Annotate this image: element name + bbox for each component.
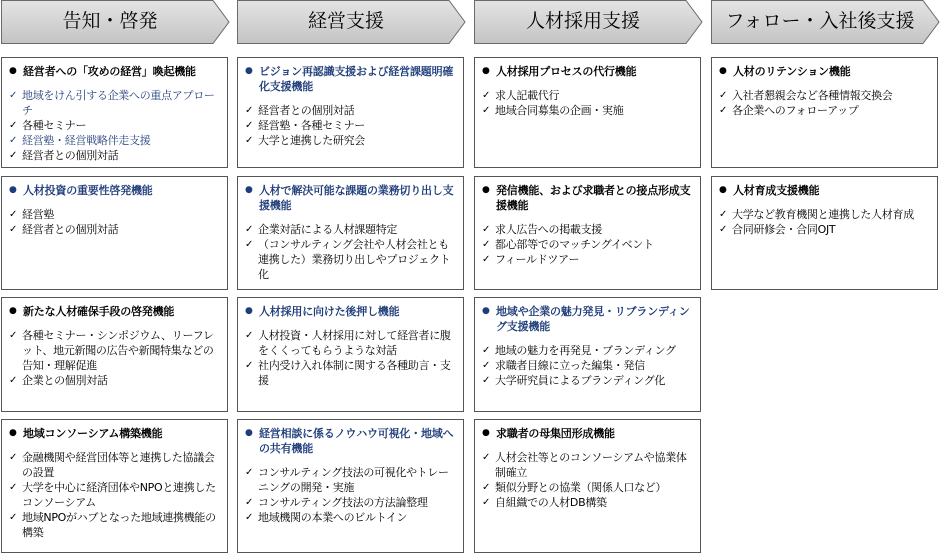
bullet-icon: ●: [482, 306, 490, 316]
list-item-text: 求人記載代行: [495, 89, 560, 102]
list-item: [9, 328, 221, 373]
list-item: [245, 465, 457, 495]
list-item: [482, 480, 694, 495]
list-item-text: 経営塾: [22, 208, 55, 221]
checkmark-icon: ✓: [482, 482, 491, 493]
checkmark-icon: ✓: [482, 345, 491, 356]
list-item-text: 各企業へのフォローアップ: [732, 104, 859, 117]
list-item: [719, 222, 931, 237]
list-item-text: 企業対話による人材課題特定: [258, 223, 398, 236]
checkmark-icon: ✓: [719, 224, 728, 235]
box-title: [9, 304, 221, 319]
list-item: [482, 103, 694, 118]
list-item: [719, 88, 931, 103]
bullet-icon: ●: [9, 306, 17, 316]
list-item: [482, 88, 694, 103]
box-title-text: 人材のリテンション機能: [733, 65, 851, 78]
list-item-text: 合同研修会・合同OJT: [732, 223, 836, 236]
box-title-text: 人材採用に向けた後押し機能: [259, 305, 400, 318]
box-title-text: 地域や企業の魅力発見・リブランディング支援機能: [496, 305, 690, 333]
function-box: [711, 57, 938, 168]
checkmark-icon: ✓: [245, 105, 254, 116]
bullet-icon: ●: [9, 428, 17, 438]
checkmark-icon: ✓: [9, 120, 18, 131]
function-box: [1, 176, 228, 290]
list-item: [245, 133, 457, 148]
list-item: [9, 118, 221, 133]
chevron-header: [1, 0, 230, 44]
list-item: [245, 222, 457, 237]
list-item: [482, 450, 694, 480]
box-title: [719, 64, 931, 79]
list-item: [9, 148, 221, 163]
box-title: [9, 426, 221, 441]
list-item-text: コンサルティング技法の可視化やトレーニングの開発・実施: [258, 466, 449, 494]
checkmark-icon: ✓: [482, 360, 491, 371]
box-title-text: 発信機能、および求職者との接点形成支援機能: [496, 184, 691, 212]
column-2: [237, 0, 466, 524]
list-item-text: 入社者懇親会など各種情報交換会: [732, 89, 893, 102]
list-item-text: 都心部等でのマッチングイベント: [495, 238, 654, 251]
list-item: [719, 103, 931, 118]
function-box: [237, 57, 464, 168]
function-box: [474, 297, 701, 412]
checkmark-icon: ✓: [719, 90, 728, 101]
box-title: [719, 183, 931, 198]
bullet-icon: ●: [482, 428, 490, 438]
checkmark-icon: ✓: [719, 105, 728, 116]
bullet-icon: ●: [719, 66, 727, 76]
column-4: [711, 0, 940, 236]
list-item-text: 地域をけん引する企業への重点アプローチ: [22, 89, 215, 117]
checkmark-icon: ✓: [245, 135, 254, 146]
box-title-text: 新たな人材確保手段の啓発機能: [23, 305, 175, 318]
list-item: [9, 222, 221, 237]
bullet-icon: ●: [482, 66, 490, 76]
list-item-text: （コンサルティング会社や人材会社とも連携した）業務切り出しやプロジェクト化: [258, 238, 451, 281]
function-box: [474, 57, 701, 168]
function-box: [474, 419, 701, 553]
column-3: [474, 0, 703, 509]
box-title-text: 人材投資の重要性啓発機能: [23, 184, 153, 197]
chevron-label: 経営支援: [307, 10, 384, 32]
column-1: [1, 0, 230, 539]
checkmark-icon: ✓: [9, 512, 18, 523]
list-item-text: 各種セミナー: [22, 119, 87, 132]
bullet-icon: ●: [245, 66, 253, 76]
checkmark-icon: ✓: [9, 224, 18, 235]
box-title-text: 人材採用プロセスの代行機能: [496, 65, 637, 78]
checkmark-icon: ✓: [9, 90, 18, 101]
list-item-text: 求人広告への掲載支援: [495, 223, 602, 236]
checkmark-icon: ✓: [482, 254, 491, 265]
list-item-text: 地域の魅力を再発見・ブランディング: [495, 344, 676, 357]
list-item: [482, 343, 694, 358]
function-box: [237, 419, 464, 553]
list-item: [482, 222, 694, 237]
list-item-text: 求職者目線に立った編集・発信: [495, 359, 645, 372]
checkmark-icon: ✓: [245, 239, 254, 250]
box-title: [245, 304, 457, 319]
box-title: [9, 183, 221, 198]
list-item-text: 自組織での人材DB構築: [495, 496, 607, 509]
checkmark-icon: ✓: [245, 330, 254, 341]
checkmark-icon: ✓: [9, 330, 18, 341]
checkmark-icon: ✓: [245, 360, 254, 371]
list-item: [482, 358, 694, 373]
chevron-label: 告知・啓発: [62, 10, 158, 32]
function-box: [1, 57, 228, 168]
list-item: [245, 103, 457, 118]
list-item: [9, 510, 221, 540]
checkmark-icon: ✓: [9, 150, 18, 161]
function-box: [474, 176, 701, 290]
checkmark-icon: ✓: [9, 209, 18, 220]
bullet-icon: ●: [9, 66, 17, 76]
list-item-text: コンサルティング技法の方法論整理: [258, 496, 428, 509]
checkmark-icon: ✓: [9, 452, 18, 463]
list-item-text: 経営塾・各種セミナー: [258, 119, 365, 132]
bullet-icon: ●: [245, 428, 253, 438]
list-item-text: 大学と連携した研究会: [258, 134, 365, 147]
bullet-icon: ●: [9, 185, 17, 195]
box-title: [482, 426, 694, 441]
list-item-text: 各種セミナー・シンポジウム、リーフレット、地元新聞の広告や新聞特集などの告知・理解促進: [22, 329, 214, 372]
checkmark-icon: ✓: [245, 512, 254, 523]
checkmark-icon: ✓: [245, 224, 254, 235]
box-title: [245, 64, 457, 94]
list-item-text: 地域NPOがハブとなった地域連携機能の構築: [22, 511, 216, 539]
bullet-icon: ●: [245, 185, 253, 195]
list-item-text: 経営塾・経営戦略伴走支援: [22, 134, 151, 147]
function-box: [711, 176, 938, 290]
box-title: [482, 304, 694, 334]
list-item-text: 地域機関の本業へのビルトイン: [258, 511, 408, 524]
checkmark-icon: ✓: [9, 375, 18, 386]
box-title-text: 経営者への「攻めの経営」喚起機能: [23, 65, 196, 78]
list-item: [482, 373, 694, 388]
bullet-icon: ●: [482, 185, 490, 195]
checkmark-icon: ✓: [482, 105, 491, 116]
list-item-text: 企業との個別対話: [22, 374, 108, 387]
checkmark-icon: ✓: [245, 120, 254, 131]
list-item: [245, 328, 457, 358]
list-item: [482, 237, 694, 252]
list-item: [482, 495, 694, 510]
box-title-text: 人材で解決可能な課題の業務切り出し支援機能: [259, 184, 454, 212]
checkmark-icon: ✓: [719, 209, 728, 220]
list-item: [9, 207, 221, 222]
list-item: [9, 88, 221, 118]
box-title: [9, 64, 221, 79]
checkmark-icon: ✓: [482, 224, 491, 235]
list-item: [245, 510, 457, 525]
function-box: [1, 297, 228, 412]
list-item-text: 社内受け入れ体制に関する各種助言・支援: [258, 359, 451, 387]
list-item-text: 金融機関や経営団体等と連携した協議会の設置: [22, 451, 215, 479]
checkmark-icon: ✓: [245, 467, 254, 478]
list-item-text: 人材会社等とのコンソーシアムや協業体制確立: [495, 451, 687, 479]
chevron-header: [474, 0, 703, 44]
list-item: [9, 133, 221, 148]
box-title-text: 求職者の母集団形成機能: [496, 427, 615, 440]
checkmark-icon: ✓: [482, 90, 491, 101]
checkmark-icon: ✓: [245, 497, 254, 508]
list-item-text: 地域合同募集の企画・実施: [495, 104, 624, 117]
list-item-text: 類似分野との協業（関係人口など）: [495, 481, 667, 494]
list-item: [245, 237, 457, 282]
list-item-text: 経営者との個別対話: [22, 223, 119, 236]
list-item-text: 経営者との個別対話: [258, 104, 355, 117]
chevron-label: 人材採用支援: [525, 10, 640, 32]
box-title-text: ビジョン再認識支援および経営課題明確化支援機能: [259, 65, 454, 93]
list-item-text: 経営者との個別対話: [22, 149, 119, 162]
list-item: [719, 207, 931, 222]
box-title: [482, 64, 694, 79]
list-item-text: 大学研究員によるブランディング化: [495, 374, 666, 387]
list-item-text: 人材投資・人材採用に対して経営者に腹をくくってもらうような対話: [258, 329, 451, 357]
chevron-header: [237, 0, 466, 44]
box-title-text: 人材育成支援機能: [733, 184, 820, 197]
box-title-text: 地域コンソーシアム構築機能: [23, 427, 163, 440]
checkmark-icon: ✓: [482, 375, 491, 386]
function-box: [1, 419, 228, 553]
list-item: [9, 480, 221, 510]
list-item-text: 大学を中心に経済団体やNPOと連携したコンソーシアム: [22, 481, 216, 509]
box-title: [245, 183, 457, 213]
checkmark-icon: ✓: [9, 135, 18, 146]
bullet-icon: ●: [719, 185, 727, 195]
function-box: [237, 176, 464, 290]
chevron-label: フォロー・入社後支援: [725, 10, 915, 32]
bullet-icon: ●: [245, 306, 253, 316]
list-item: [9, 450, 221, 480]
box-title: [245, 426, 457, 456]
list-item-text: フィールドツアー: [495, 253, 580, 266]
checkmark-icon: ✓: [482, 239, 491, 250]
checkmark-icon: ✓: [9, 482, 18, 493]
list-item: [9, 373, 221, 388]
list-item: [245, 118, 457, 133]
box-title: [482, 183, 694, 213]
list-item: [245, 495, 457, 510]
chevron-header: [711, 0, 940, 44]
function-box: [237, 297, 464, 412]
box-title-text: 経営相談に係るノウハウ可視化・地域への共有機能: [259, 427, 454, 455]
checkmark-icon: ✓: [482, 452, 491, 463]
list-item-text: 大学など教育機関と連携した人材育成: [732, 208, 914, 221]
list-item: [482, 252, 694, 267]
checkmark-icon: ✓: [482, 497, 491, 508]
list-item: [245, 358, 457, 388]
